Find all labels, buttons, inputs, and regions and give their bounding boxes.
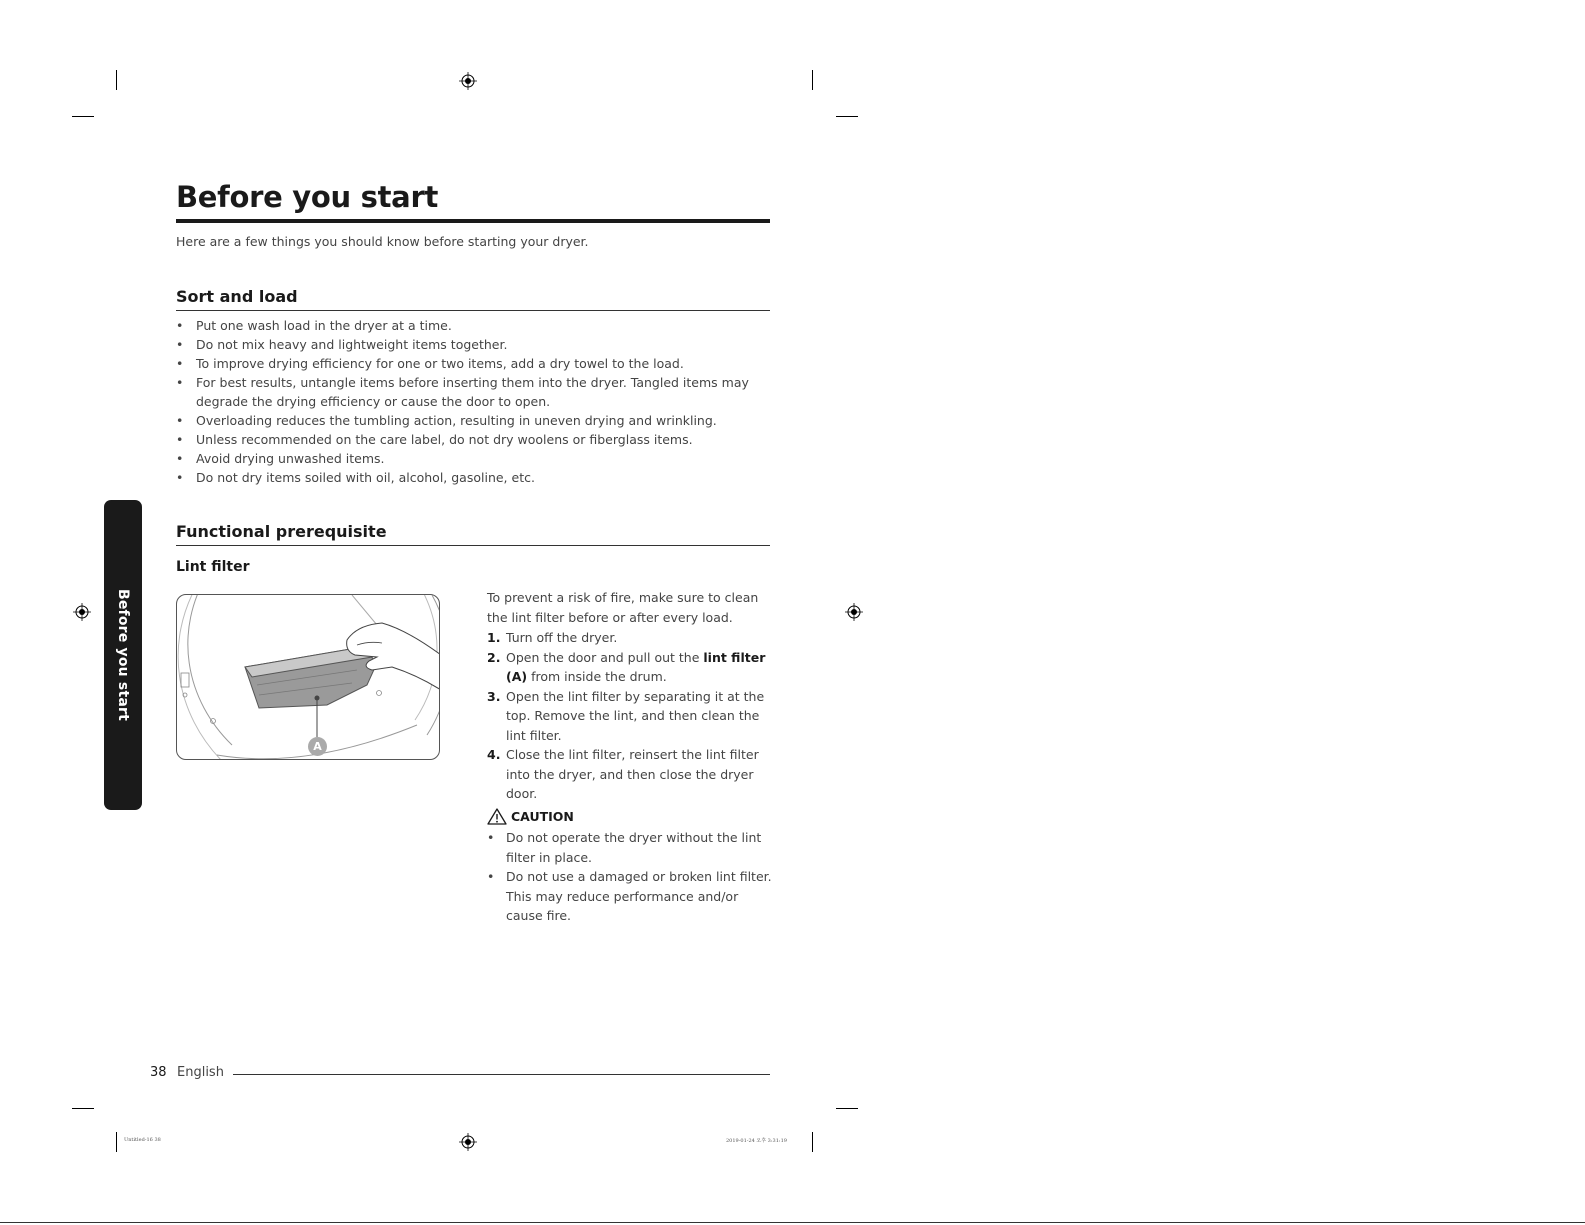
side-tab-label: Before you start bbox=[115, 588, 131, 722]
step-emphasis: (A) bbox=[506, 669, 528, 684]
page-bottom-edge bbox=[0, 1222, 1585, 1223]
step-text: from inside the drum. bbox=[527, 669, 667, 684]
lint-filter-illustration bbox=[176, 594, 440, 760]
registration-mark-icon bbox=[845, 603, 863, 621]
step-number: 3. bbox=[487, 688, 501, 704]
list-item: • Do not mix heavy and lightweight items together. bbox=[176, 335, 770, 354]
list-item: • To improve drying efficiency for one or two items, add a dry towel to the load. bbox=[176, 354, 770, 373]
steps-list bbox=[487, 628, 772, 804]
page-title: Before you start bbox=[176, 180, 439, 214]
print-slug-left: Untitled-16 38 bbox=[124, 1137, 161, 1143]
step-item bbox=[487, 648, 772, 687]
warning-triangle-icon bbox=[487, 808, 507, 825]
list-item: • For best results, untangle items before inserting them into the dryer. Tangled items may degrade the drying efficiency or cause the door to open. bbox=[176, 373, 770, 411]
figure-callout-label: A bbox=[313, 740, 322, 753]
print-slug-right: 2019-01-24 오후 3:31:19 bbox=[726, 1138, 787, 1144]
lint-filter-intro: To prevent a risk of fire, make sure to clean the lint filter before or after every load. bbox=[487, 590, 759, 625]
crop-mark bbox=[116, 70, 117, 90]
footer-divider bbox=[233, 1074, 770, 1075]
chapter-side-tab bbox=[104, 500, 142, 810]
sort-load-list bbox=[176, 316, 770, 487]
caution-header bbox=[487, 807, 772, 827]
step-item bbox=[487, 745, 772, 804]
registration-mark-icon bbox=[459, 72, 477, 90]
crop-mark bbox=[116, 1132, 117, 1152]
step-text: Open the lint filter by separating it at the top. Remove the lint, and then clean the lint filter. bbox=[506, 688, 765, 743]
step-number: 4. bbox=[487, 747, 501, 762]
lint-filter-instructions bbox=[487, 588, 772, 926]
registration-mark-icon bbox=[459, 1133, 477, 1151]
list-item: • Do not dry items soiled with oil, alcohol, gasoline, etc. bbox=[176, 468, 770, 487]
crop-mark bbox=[836, 116, 858, 117]
step-number: 2. bbox=[487, 649, 501, 665]
step-text: Close the lint filter, reinsert the lint filter into the dryer, and then close the dryer door. bbox=[506, 747, 759, 801]
crop-mark bbox=[812, 1132, 813, 1152]
caution-label: CAUTION bbox=[511, 808, 574, 824]
crop-mark bbox=[72, 116, 94, 117]
crop-mark bbox=[836, 1108, 858, 1109]
step-text: Open the door and pull out the bbox=[506, 649, 704, 665]
figure-callout-badge bbox=[308, 737, 327, 756]
registration-mark-icon bbox=[73, 603, 91, 621]
caution-list bbox=[487, 828, 772, 926]
step-item bbox=[487, 628, 772, 648]
section-heading-sort-load: Sort and load bbox=[176, 287, 298, 306]
list-item: • Overloading reduces the tumbling action, resulting in uneven drying and wrinkling. bbox=[176, 411, 770, 430]
step-emphasis: lint filter bbox=[703, 649, 766, 665]
list-item: • Unless recommended on the care label, do not dry woolens or fiberglass items. bbox=[176, 430, 770, 449]
step-number: 1. bbox=[487, 630, 501, 645]
title-divider bbox=[176, 219, 770, 223]
step-item bbox=[487, 687, 772, 746]
step-text: Turn off the dryer. bbox=[506, 630, 618, 645]
dryer-drum-illustration bbox=[177, 595, 440, 760]
list-item: • Avoid drying unwashed items. bbox=[176, 449, 770, 468]
crop-mark bbox=[72, 1108, 94, 1109]
list-item: • Do not operate the dryer without the lint filter in place. bbox=[487, 828, 772, 867]
list-item: • Do not use a damaged or broken lint filter. This may reduce performance and/or cause fire. bbox=[487, 867, 772, 926]
section-heading-functional: Functional prerequisite bbox=[176, 522, 387, 541]
page-number: 38 bbox=[150, 1065, 167, 1080]
section-divider bbox=[176, 310, 770, 311]
list-item: • Put one wash load in the dryer at a time. bbox=[176, 316, 770, 335]
section-divider bbox=[176, 545, 770, 546]
footer-language: English bbox=[177, 1065, 224, 1080]
crop-mark bbox=[812, 70, 813, 90]
subheading-lint-filter: Lint filter bbox=[176, 559, 250, 575]
intro-text: Here are a few things you should know before starting your dryer. bbox=[176, 234, 589, 249]
